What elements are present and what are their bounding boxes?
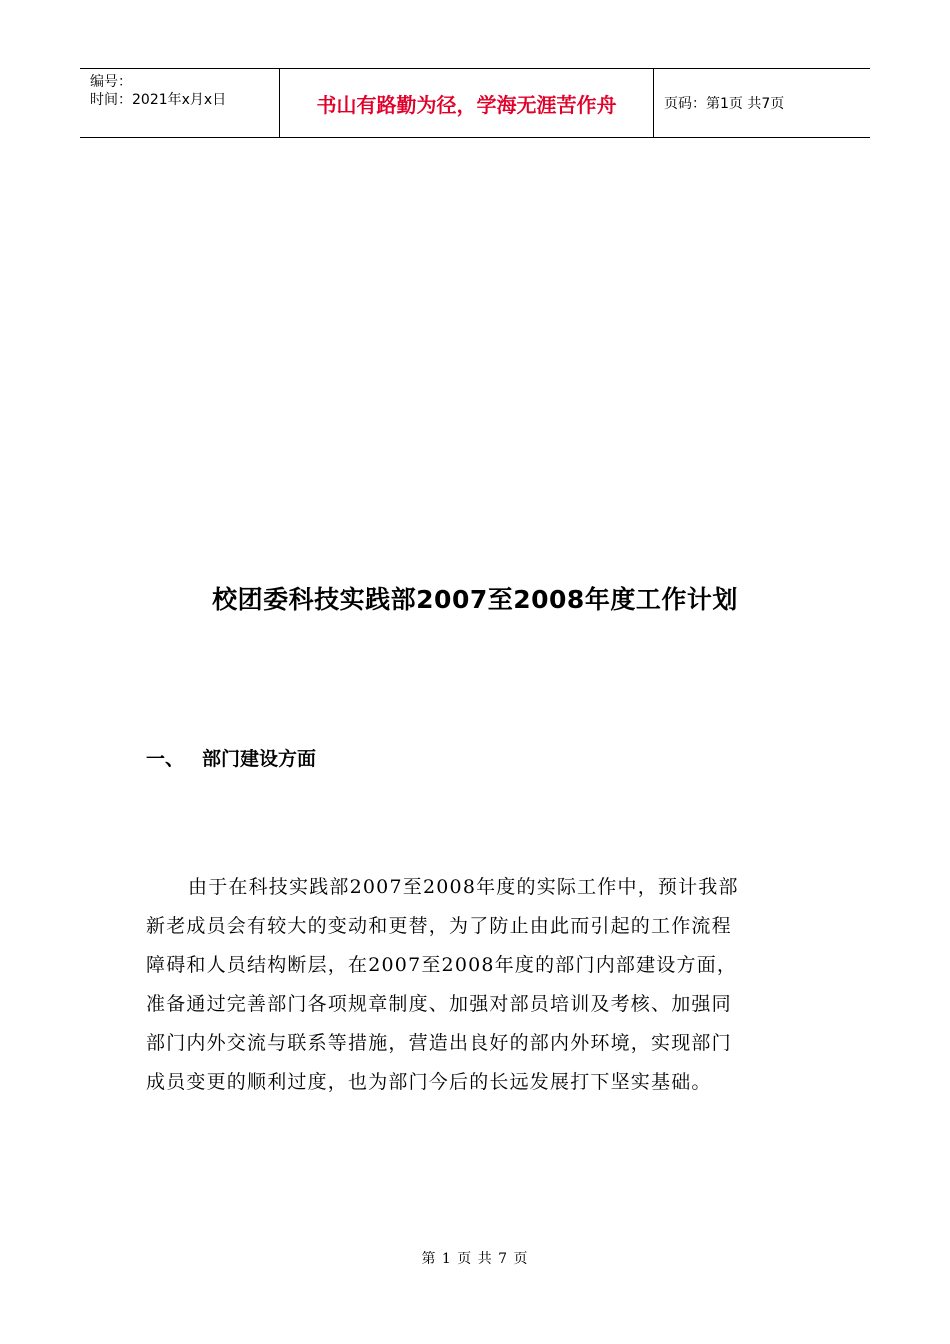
header-page-info: 页码：第1页 共7页 [664, 96, 785, 112]
header-number-label: 编号： [90, 74, 132, 90]
document-title: 校团委科技实践部2007至2008年度工作计划 [212, 585, 738, 614]
paragraph-line: 由于在科技实践部2007至2008年度的实际工作中，预计我部 [188, 876, 739, 898]
section-number: 一、 [146, 748, 185, 770]
paragraph-line: 部门内外交流与联系等措施，营造出良好的部内外环境，实现部门 [146, 1032, 732, 1054]
page-footer: 第 1 页 共 7 页 [421, 1251, 529, 1267]
page-header [80, 68, 870, 138]
paragraph-line: 成员变更的顺利过度，也为部门今后的长远发展打下坚实基础。 [146, 1071, 712, 1093]
header-motto: 书山有路勤为径，学海无涯苦作舟 [280, 69, 654, 137]
section-heading-text: 部门建设方面 [202, 748, 317, 770]
header-time-label: 时间：2021年x月x日 [90, 92, 227, 108]
paragraph-line: 新老成员会有较大的变动和更替，为了防止由此而引起的工作流程 [146, 915, 732, 937]
paragraph-line: 障碍和人员结构断层，在2007至2008年度的部门内部建设方面， [146, 954, 738, 976]
header-meta-cell [80, 69, 280, 137]
body-paragraph [146, 868, 796, 1102]
section-heading [146, 744, 316, 771]
paragraph-line: 准备通过完善部门各项规章制度、加强对部员培训及考核、加强同 [146, 993, 732, 1015]
